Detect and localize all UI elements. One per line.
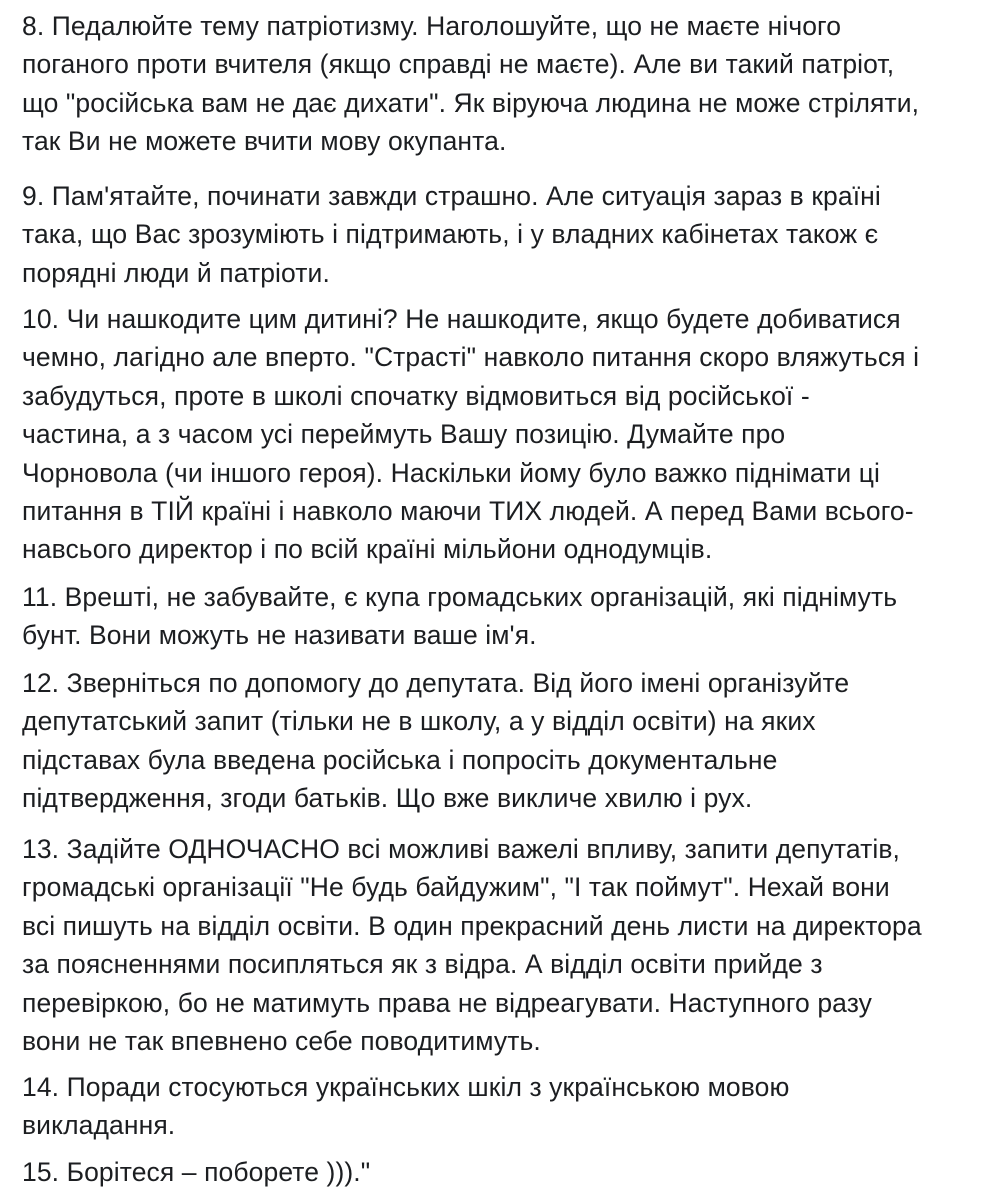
post-paragraph-12: 12. Зверніться по допомогу до депутата. Від його імені організуйте депутатський запит (тільки не в школу, а у відділ освіти) на яких підставах була введена російська і попросіть документальне підтвердження, згоди батьків. Що вже викличе хвилю і рух. bbox=[22, 668, 850, 814]
post-paragraph-8: 8. Педалюйте тему патріотизму. Наголошуйте, що не маєте нічого поганого проти вчителя (якщо справді не маєте). Але ви такий патріот, що "російська вам не дає дихати". Як віруюча людина не може стріляти, так Ви не можете вчити мову окупанта. bbox=[22, 11, 920, 157]
post-paragraph-14: 14. Поради стосуються українських шкіл з українською мовою викладання. bbox=[22, 1072, 790, 1141]
post-paragraph-10: 10. Чи нашкодите цим дитині? Не нашкодите, якщо будете добиватися чемно, лагідно але вперто. "Страсті" навколо питання скоро вляжуться і забудуться, проте в школі спочатку відмовиться від російської - частина, а з часом усі переймуть Вашу позицію. Думайте про Чорновола (чи іншого героя). Наскільки йому було важко піднімати ці питання в ТІЙ країні і навколо маючи ТИХ людей. А перед Вами всього- навсього директор і по всій країні мільйони однодумців. bbox=[22, 304, 920, 565]
post-paragraph-15: 15. Борітеся – поборете )))." bbox=[22, 1157, 371, 1187]
post-paragraph-9: 9. Пам'ятайте, починати завжди страшно. Але ситуація зараз в країні така, що Вас зрозуміють і підтримають, і у владних кабінетах також є порядні люди й патріоти. bbox=[22, 181, 881, 288]
post-paragraph-11: 11. Врешті, не забувайте, є купа громадських організацій, які піднімуть бунт. Вони можуть не називати ваше ім'я. bbox=[22, 582, 898, 651]
post-paragraph-13: 13. Задійте ОДНОЧАСНО всі можливі важелі впливу, запити депутатів, громадські організації "Не будь байдужим", "І так поймут". Нехай вони всі пишуть на відділ освіти. В один прекрасний день листи на директора за поясненнями посипляться як з відра. А відділ освіти прийде з перевіркою, бо не матимуть права не відреагувати. Наступного разу вони не так впевнено себе поводитимуть. bbox=[22, 834, 922, 1057]
